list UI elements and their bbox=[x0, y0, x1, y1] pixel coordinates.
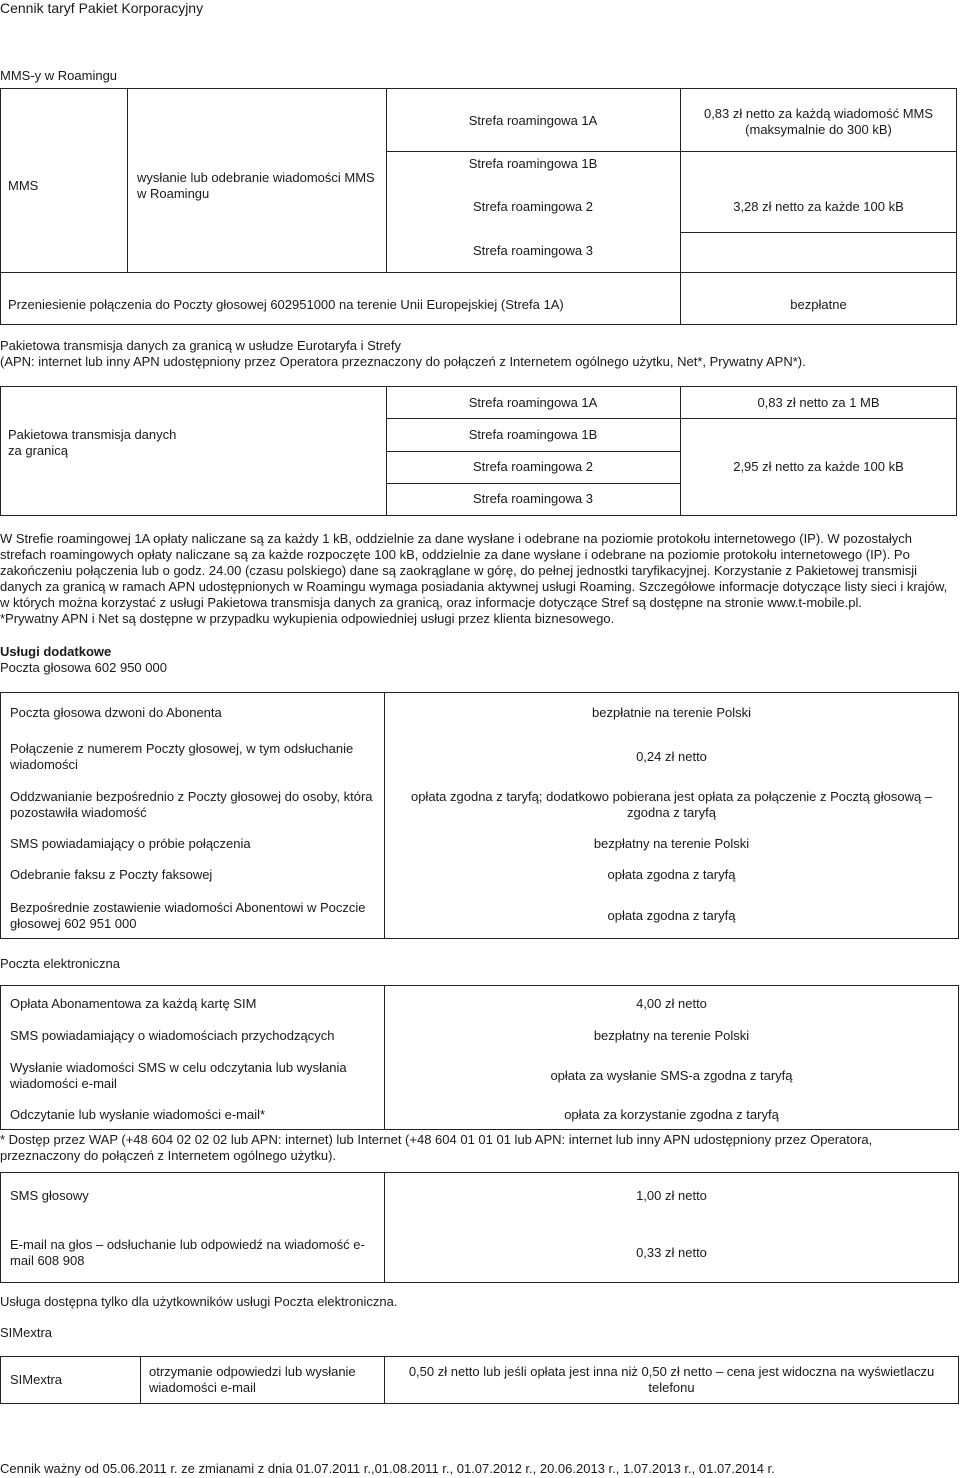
mms-zone-1a: Strefa roamingowa 1A bbox=[468, 113, 598, 128]
data-note-line: zakończeniu połączenia lub o godz. 24.00 (czasu polskiego) dane są zaokrąglane w górę, do pełnej jednostki taryfikacyjnej. Korzystanie z Pakietowej transmisji bbox=[0, 563, 918, 578]
voice-row-label-2: mail 608 908 bbox=[10, 1253, 85, 1268]
voicemail-row-price: opłata zgodna z taryfą bbox=[607, 867, 736, 882]
voicemail-row-price: 0,24 zł netto bbox=[636, 749, 707, 764]
voicemail-title: Poczta głosowa 602 950 000 bbox=[0, 660, 167, 675]
mms-price-rest: 3,28 zł netto za każde 100 kB bbox=[733, 199, 904, 214]
data-note-line: *Prywatny APN i Net są dostępne w przypadku wykupienia odpowiedniej usługi przez klienta biznesowego. bbox=[0, 611, 615, 626]
data-note-line: strefach roamingowych opłaty naliczane są za każde rozpoczęte 100 kB, oddzielnie za dane wysłane i odebrane na poziomie protokołu internetowego (IP). Po bbox=[0, 547, 910, 562]
voicemail-row-label: Odebranie faksu z Poczty faksowej bbox=[10, 867, 213, 882]
simextra-title: SIMextra bbox=[0, 1325, 53, 1340]
voicemail-row-label-2: wiadomości bbox=[10, 757, 78, 772]
voicemail-forward-label: Przeniesienie połączenia do Poczty głosowej 602951000 na terenie Unii Europejskiej (Strefa 1A) bbox=[8, 297, 564, 312]
data-service-label: Pakietowa transmisja danych bbox=[8, 427, 177, 442]
voicemail-row-label-2: pozostawiła wiadomość bbox=[10, 805, 147, 820]
simextra-description: otrzymanie odpowiedzi lub wysłanie bbox=[149, 1364, 356, 1379]
email-note-2: przeznaczony do połączeń z Internetem ogólnego użytku). bbox=[0, 1148, 337, 1163]
document-title: Cennik taryf Pakiet Korporacyjny bbox=[0, 0, 204, 16]
email-row-price: opłata za wysłanie SMS-a zgodna z taryfą bbox=[550, 1068, 793, 1083]
voicemail-row-label: Bezpośrednie zostawienie wiadomości Abonentowi w Poczcie bbox=[10, 900, 366, 915]
email-row-price: 4,00 zł netto bbox=[636, 996, 707, 1011]
voicemail-row-price: opłata zgodna z taryfą bbox=[607, 908, 736, 923]
email-row-label: Odczytanie lub wysłanie wiadomości e-mail* bbox=[10, 1107, 266, 1122]
voice-row-label: E-mail na głos – odsłuchanie lub odpowiedź na wiadomość e- bbox=[10, 1237, 365, 1252]
data-price-rest: 2,95 zł netto za każde 100 kB bbox=[733, 459, 904, 474]
simextra-description-2: wiadomości e-mail bbox=[149, 1380, 256, 1395]
simextra-price: 0,50 zł netto lub jeśli opłata jest inna niż 0,50 zł netto – cena jest widoczna na wyświetlaczu bbox=[408, 1364, 935, 1379]
voicemail-row-label: Poczta głosowa dzwoni do Abonenta bbox=[10, 705, 222, 720]
voice-note: Usługa dostępna tylko dla użytkowników usługi Poczta elektroniczna. bbox=[0, 1294, 398, 1309]
voicemail-row-label: SMS powiadamiający o próbie połączenia bbox=[10, 836, 251, 851]
mms-zone-2: Strefa roamingowa 2 bbox=[473, 199, 593, 214]
data-transfer-apn: (APN: internet lub inny APN udostępniony przez Operatora przeznaczony do połączeń z Internetem ogólnego użytku, Net*, Prywatny APN*). bbox=[0, 354, 806, 369]
voice-row-label: SMS głosowy bbox=[10, 1188, 89, 1203]
data-zone-3: Strefa roamingowa 3 bbox=[473, 491, 593, 506]
mms-zone-1b: Strefa roamingowa 1B bbox=[468, 156, 598, 171]
voicemail-row-price: opłata zgodna z taryfą; dodatkowo pobierana jest opłata za połączenie z Pocztą głosową – bbox=[410, 789, 933, 804]
voicemail-row-label: Oddzwanianie bezpośrednio z Poczty głosowej do osoby, która bbox=[10, 789, 373, 804]
email-title: Poczta elektroniczna bbox=[0, 956, 120, 971]
data-zone-1a: Strefa roamingowa 1A bbox=[468, 395, 598, 410]
simextra-price-2: telefonu bbox=[648, 1380, 695, 1395]
voicemail-row-label-2: głosowej 602 951 000 bbox=[10, 916, 137, 931]
mms-section-title: MMS-y w Roamingu bbox=[0, 68, 118, 83]
footer-validity: Cennik ważny od 05.06.2011 r. ze zmianami z dnia 01.07.2011 r.,01.08.2011 r., 01.07.2012 r., 20.06.2013 r., 1.07.2013 r., 01.07.2014 r. bbox=[0, 1461, 775, 1476]
mms-description-2: w Roamingu bbox=[137, 186, 210, 201]
email-row-label: SMS powiadamiający o wiadomościach przychodzących bbox=[10, 1028, 335, 1043]
mms-price-1a: 0,83 zł netto za każdą wiadomość MMS bbox=[703, 106, 934, 121]
email-row-label: Opłata Abonamentowa za każdą kartę SIM bbox=[10, 996, 257, 1011]
mms-service-label: MMS bbox=[8, 178, 39, 193]
mms-description: wysłanie lub odebranie wiadomości MMS bbox=[137, 170, 375, 185]
email-note: * Dostęp przez WAP (+48 604 02 02 02 lub APN: internet) lub Internet (+48 604 01 01 01 lub APN: internet lub inny APN udostępniony przez Operatora, bbox=[0, 1132, 873, 1147]
voice-row-price: 0,33 zł netto bbox=[636, 1245, 707, 1260]
data-note-line: w których można korzystać z usługi Pakietowa transmisja danych za granicą, oraz informacje dotyczące Stref są dostępne na stronie www.t-mobile.pl. bbox=[0, 595, 862, 610]
email-row-label-2: wiadomości e-mail bbox=[10, 1076, 117, 1091]
voice-row-price: 1,00 zł netto bbox=[636, 1188, 707, 1203]
simextra-service: SIMextra bbox=[10, 1372, 63, 1387]
voicemail-row-price: bezpłatnie na terenie Polski bbox=[592, 705, 751, 720]
mms-zone-3: Strefa roamingowa 3 bbox=[473, 243, 593, 258]
voicemail-row-price-2: zgodna z taryfą bbox=[627, 805, 716, 820]
data-note-line: W Strefie roamingowej 1A opłaty naliczane są za każdy 1 kB, oddzielnie za dane wysłane i odebrane na poziomie protokołu internetowego (IP). W pozostałych bbox=[0, 531, 912, 546]
voicemail-row-label: Połączenie z numerem Poczty głosowej, w tym odsłuchanie bbox=[10, 741, 354, 756]
mms-price-1a-note: (maksymalnie do 300 kB) bbox=[745, 122, 892, 137]
email-row-label: Wysłanie wiadomości SMS w celu odczytania lub wysłania bbox=[10, 1060, 347, 1075]
data-zone-2: Strefa roamingowa 2 bbox=[473, 459, 593, 474]
voicemail-row-price: bezpłatny na terenie Polski bbox=[593, 836, 750, 851]
data-price-1a: 0,83 zł netto za 1 MB bbox=[757, 395, 880, 410]
email-row-price: opłata za korzystanie zgodna z taryfą bbox=[564, 1107, 779, 1122]
email-row-price: bezpłatny na terenie Polski bbox=[593, 1028, 750, 1043]
data-service-label-2: za granicą bbox=[8, 443, 68, 458]
data-note-line: danych za granicą w ramach APN udostępnionych w Roamingu wymaga posiadania aktywnej usługi Roaming. Szczegółowe informacje dotyczące listy sieci i krajów, bbox=[0, 579, 948, 594]
extras-title: Usługi dodatkowe bbox=[0, 644, 112, 659]
data-zone-1b: Strefa roamingowa 1B bbox=[468, 427, 598, 442]
voicemail-forward-price: bezpłatne bbox=[790, 297, 847, 312]
data-transfer-intro: Pakietowa transmisja danych za granicą w usłudze Eurotaryfa i Strefy bbox=[0, 338, 402, 353]
